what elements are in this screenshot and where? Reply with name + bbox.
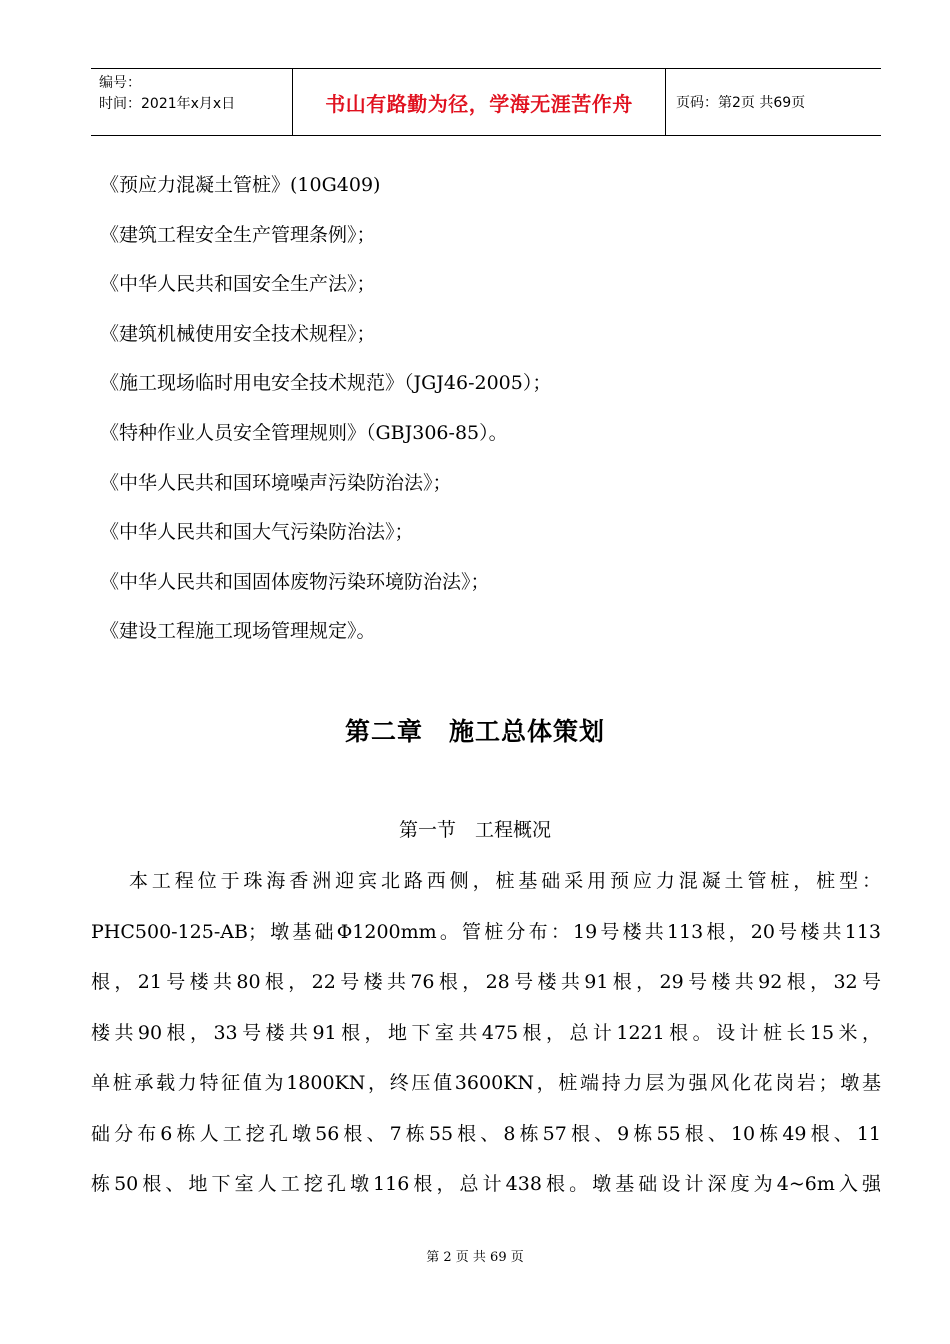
reference-item: 《中华人民共和国安全生产法》； — [100, 273, 376, 296]
chapter-title: 第二章 施工总体策划 — [344, 717, 605, 746]
paragraph-line: 栋50根、地下室人工挖孔墩116根，总计438根。墩基础设计深度为4~6m入强 — [91, 1173, 881, 1195]
reference-list — [100, 170, 551, 666]
paragraph-line: 根，21号楼共80根，22号楼共76根，28号楼共91根，29号楼共92根，32号 — [91, 971, 881, 993]
header-page-number: 页码：第2页 共69页 — [676, 95, 806, 111]
paragraph-line: 本工程位于珠海香洲迎宾北路西侧，桩基础采用预应力混凝土管桩，桩型： — [129, 870, 881, 892]
reference-item: 《中华人民共和国固体废物污染环境防治法》； — [100, 570, 490, 593]
body-paragraph — [91, 864, 881, 1218]
header-meta — [91, 69, 293, 135]
page-header — [91, 68, 881, 136]
paragraph-line: 单桩承载力特征值为1800KN，终压值3600KN，桩端持力层为强风化花岗岩；墩基 — [91, 1072, 881, 1094]
reference-item: 《中华人民共和国大气污染防治法》； — [100, 521, 414, 544]
header-motto: 书山有路勤为径，学海无涯苦作舟 — [293, 69, 666, 135]
reference-item: 《预应力混凝土管桩》(10G409) — [100, 174, 381, 196]
paragraph-line: PHC500-125-AB；墩基础Φ1200mm。管桩分布：19号楼共113根，20号楼共113 — [91, 920, 881, 943]
document-time: 时间：2021年x月x日 — [99, 96, 236, 112]
reference-item: 《建筑工程安全生产管理条例》； — [100, 223, 376, 246]
document-number-label: 编号： — [99, 75, 141, 91]
reference-item: 《建筑机械使用安全技术规程》； — [100, 322, 376, 345]
reference-item: 《特种作业人员安全管理规则》（GBJ306-85）。 — [100, 421, 508, 444]
reference-item: 《施工现场临时用电安全技术规范》（JGJ46-2005）； — [100, 372, 552, 395]
reference-item: 《建设工程施工现场管理规定》。 — [100, 620, 376, 643]
paragraph-line: 楼共90根，33号楼共91根，地下室共475根，总计1221根。设计桩长15米， — [91, 1021, 881, 1044]
page-footer: 第 2 页 共 69 页 — [426, 1250, 524, 1265]
section-title: 第一节 工程概况 — [398, 819, 551, 841]
paragraph-line: 础分布6栋人工挖孔墩56根、7栋55根、8栋57根、9栋55根、10栋49根、11 — [91, 1122, 881, 1145]
reference-item: 《中华人民共和国环境噪声污染防治法》； — [100, 471, 452, 494]
